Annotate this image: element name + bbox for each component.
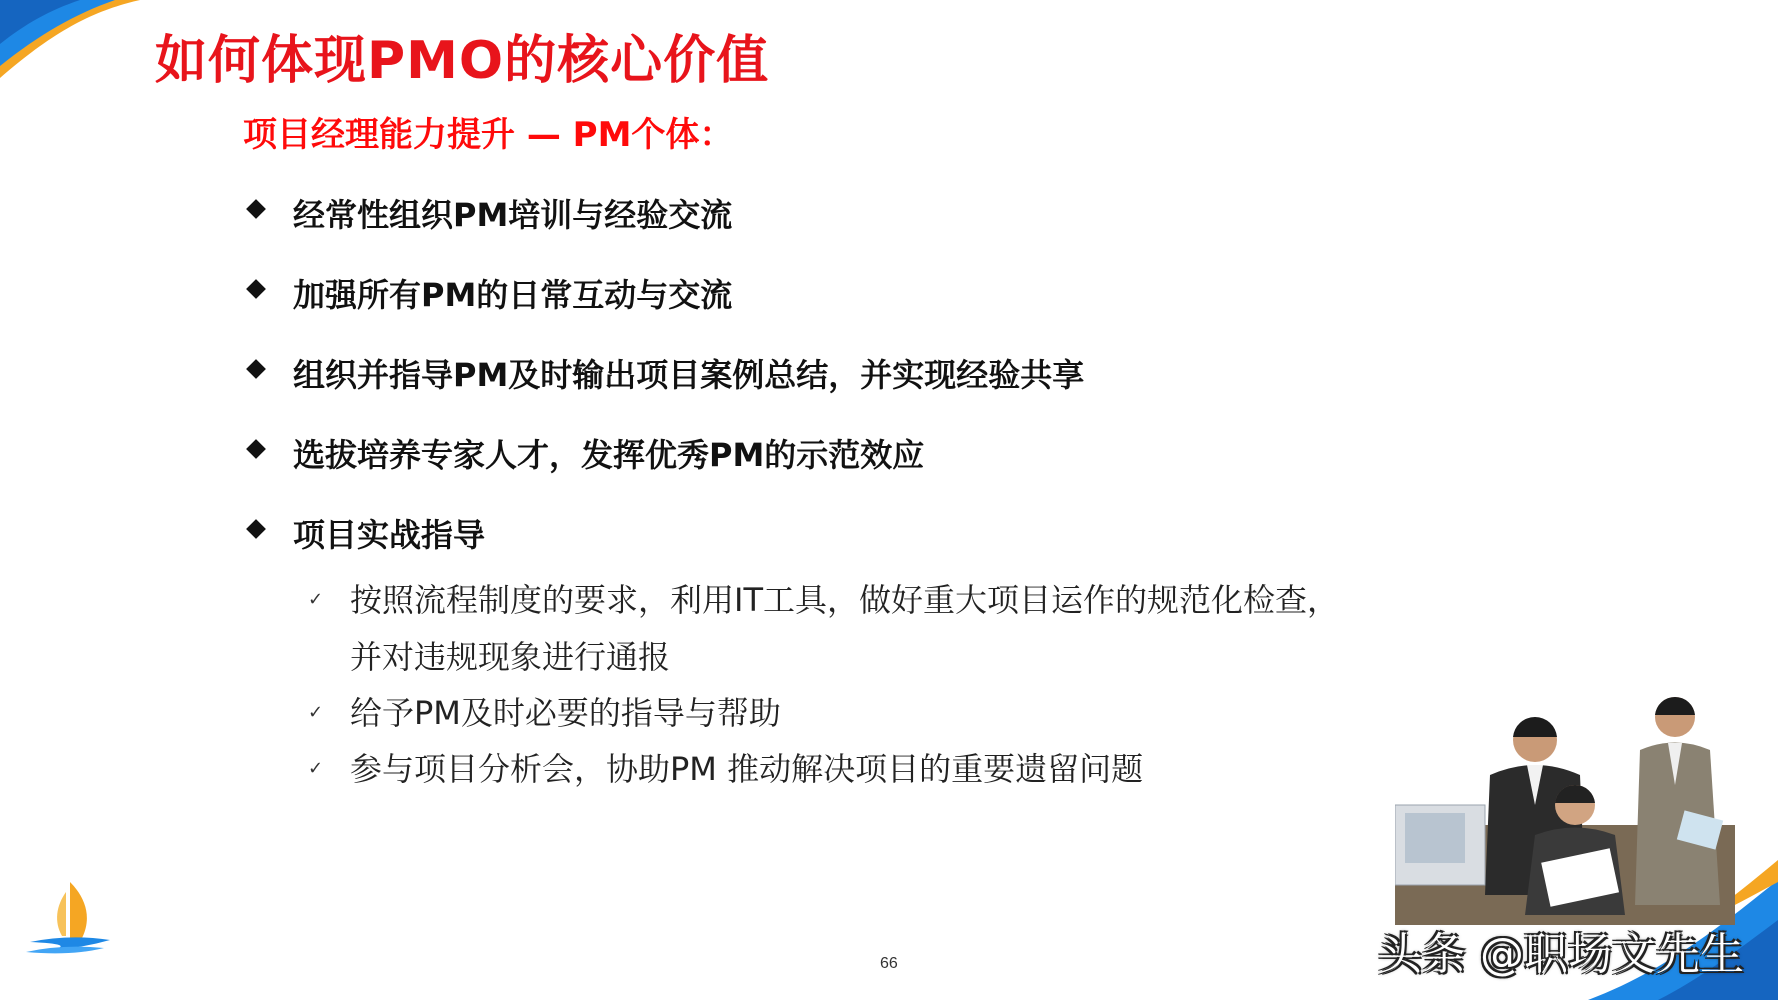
diamond-bullet-icon <box>246 199 266 219</box>
business-team-photo <box>1395 695 1735 925</box>
diamond-bullet-icon <box>246 279 266 299</box>
slide: 如何体现PMO的核心价值 项目经理能力提升 — PM个体： 经常性组织PM培训与经验交流 加强所有PM的日常互动与交流 组织并指导PM及时输出项目案例总结，并实现经验共享 选拔培养专家人才，发挥优秀PM的示范效应 项目实战指导 ✓ 按照流程制度的要求，利用IT工具，做好重大项目运作的规范化检查， 并对违规现象进行通报 ✓ 给予PM及时必要的指导与帮助 ✓ 参与项目分析会，协助PM 推动解决项目的重要遗留问题 66 头条 @职场文先生 <box>0 0 1778 1000</box>
top-left-decoration <box>0 0 180 90</box>
page-number: 66 <box>880 955 898 972</box>
check-icon: ✓ <box>308 758 324 779</box>
watermark: 头条 @职场文先生 <box>1378 929 1744 980</box>
check-icon: ✓ <box>308 702 324 723</box>
check-icon: ✓ <box>308 589 324 610</box>
diamond-bullet-icon <box>246 519 266 539</box>
section-subtitle: 项目经理能力提升 — PM个体： <box>243 115 734 155</box>
diamond-bullet-icon <box>246 439 266 459</box>
page-title: 如何体现PMO的核心价值 <box>155 31 770 91</box>
sailboat-logo-icon <box>22 878 117 958</box>
diamond-bullet-icon <box>246 359 266 379</box>
